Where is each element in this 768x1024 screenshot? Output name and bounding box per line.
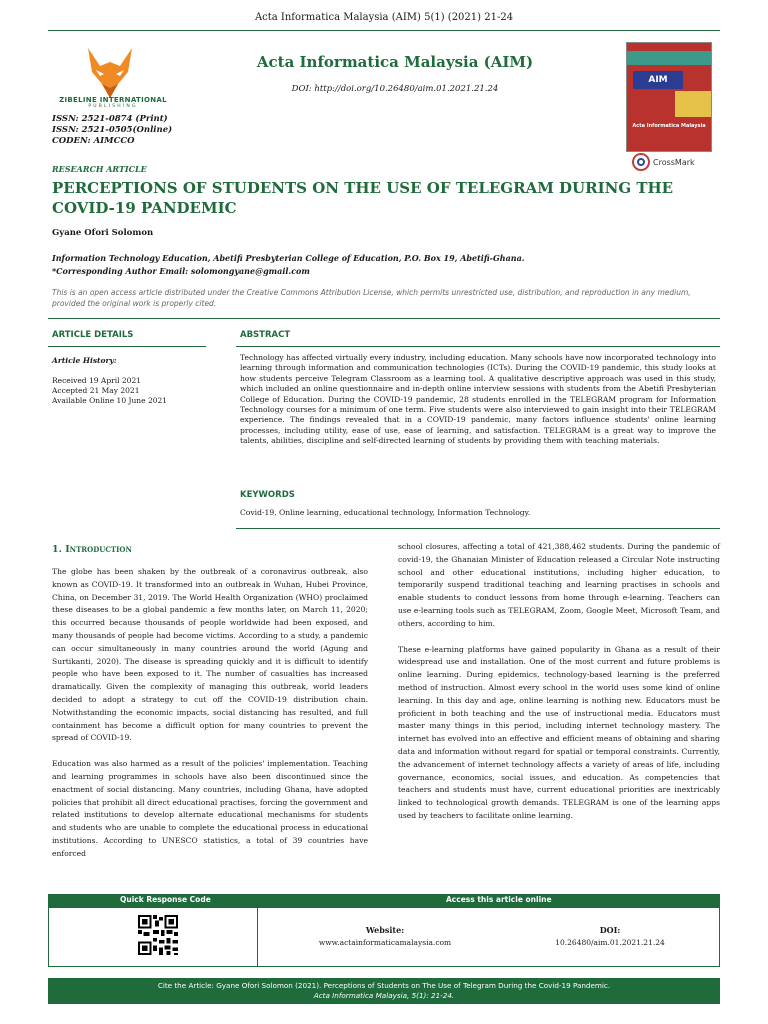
- affiliation-block: [52, 252, 525, 278]
- doi-value[interactable]: 10.26480/aim.01.2021.21.24: [555, 938, 665, 947]
- abstract-heading: ABSTRACT: [240, 330, 291, 340]
- box-divider: [257, 908, 258, 967]
- keywords-heading: KEYWORDS: [240, 490, 295, 500]
- cover-band: [627, 51, 711, 65]
- corresponding-email[interactable]: *Corresponding Author Email: solomongyane@gmail.com: [52, 266, 310, 276]
- online-date: Available Online 10 June 2021: [52, 396, 168, 405]
- body-column-right: [398, 541, 720, 836]
- qr-code-icon[interactable]: [138, 915, 178, 955]
- crossmark-badge[interactable]: [632, 153, 695, 171]
- doi-label: DOI:: [599, 925, 621, 935]
- fox-logo-icon: [78, 44, 142, 102]
- abstract-text: Technology has affected virtually every industry, including education. Many schools have now incorporated technology into learning through information and communication technologies (ICTs). During the COVID-19 pandemic, this study looks at how students perceive Telegram Classroom as a learning tool. A qualitative descriptive approach was used in this study, which included an online questionnaire and in-depth online interview sessions with students from the Abetifi Presbyterian College of Education. During the COVID-19 pandemic, 28 students enrolled in the TELEGRAM program for Information Technology courses for a minimum of one term. Five students were also interviewed to gain insight into their TELEGRAM experience. The findings revealed that in a COVID-19 pandemic, many factors influence students' online learning processes, including utility, ease of use, ease of learning, and satisfaction. TELEGRAM is a great way to improve the talents, abilities, discipline and self-directed learning of students by providing them with teaching materials.: [240, 353, 716, 446]
- author-name: Gyane Ofori Solomon: [52, 228, 154, 238]
- article-details-heading: ARTICLE DETAILS: [52, 330, 134, 340]
- publisher-sub: PUBLISHING: [88, 104, 138, 109]
- affiliation: Information Technology Education, Abetifi Presbyterian College of Education, P.O. Box 19, Abetifi-Ghana.: [52, 253, 525, 263]
- paragraph: The globe has been shaken by the outbreak of a coronavirus outbreak, also known as COVID-19. It transformed into an outbreak in Wuhan, Hubei Province, China, on December 31, 2019. The World Health Organization (WHO) proclaimed these diseases to be a global pandemic a few months later, on March 11, 2020; this occurred because thousands of people worldwide had been exposed, and many thousands of people had become victims. According to a study, a pandemic can occur simultaneously in many countries around the world (Agung and Surtikanti, 2020). The disease is spreading quickly and it is difficult to identify people who have been exposed to it. The number of casualties has increased dramatically. Given the complexity of managing this outbreak, world leaders decided to adopt a strategy to cut off the COVID-19 distribution chain. Notwithstanding the economic impacts, social distancing has resulted, and full containment has become a difficult option for many countries to prevent the spread of COVID-19.: [52, 567, 368, 743]
- cover-graphic: [675, 91, 711, 117]
- license-note: This is an open access article distributed under the Creative Commons Attribution License, which permits unrestricted use, distribution, and reproduction in any medium, provided the original work is properly cited.: [52, 288, 691, 308]
- paper-title: PERCEPTIONS OF STUDENTS ON THE USE OF TELEGRAM DURING THE COVID-19 PANDEMIC: [52, 179, 674, 217]
- crossmark-icon: [632, 153, 650, 171]
- website-label: Website:: [365, 925, 405, 935]
- access-box-header: [48, 894, 720, 908]
- history-label: Article History:: [52, 356, 117, 365]
- accepted-date: Accepted 21 May 2021: [52, 386, 140, 395]
- journal-identifiers: [52, 114, 172, 147]
- introduction-heading: 1. Introduction: [52, 544, 132, 555]
- access-label: Access this article online: [446, 895, 552, 904]
- journal-cover-image: [626, 42, 712, 152]
- section-rule: [48, 318, 720, 319]
- history-dates: [52, 376, 167, 406]
- journal-title: Acta Informatica Malaysia (AIM): [256, 53, 534, 71]
- publisher-name: ZIBELINE INTERNATIONAL: [59, 96, 167, 104]
- details-rule: [48, 346, 206, 347]
- cover-title: Acta Informatica Malaysia: [632, 123, 706, 129]
- received-date: Received 19 April 2021: [52, 376, 141, 385]
- citation-line-2: Acta Informatica Malaysia, 5(1): 21-24.: [313, 991, 455, 1000]
- abstract-rule: [236, 346, 720, 347]
- website-link[interactable]: www.actainformaticamalaysia.com: [318, 938, 452, 947]
- crossmark-label: CrossMark: [653, 157, 695, 167]
- doi-line[interactable]: DOI: http://doi.org/10.26480/aim.01.2021.21.24: [291, 84, 499, 94]
- paragraph: These e-learning platforms have gained popularity in Ghana as a result of their widespread use and installation. One of the most current and future problems is online learning. During epidemics, technology-based learning is the preferred method of instruction. Almost every school in the world uses some kind of online learning. In this day and age, online learning is nothing new. Educators must be proficient in both teaching and the use of instructional media. Educators must master many things in this period, including internet technology mastery. The internet has evolved into an effective and efficient means of obtaining and sharing data and information without regard for spatial or temporal constraints. Currently, the advancement of internet technology affects a variety of areas of life, including governance, economics, social issues, and education. As competencies that teachers and students must have, current educational priorities are inextricably linked to technological growth demands. TELEGRAM is one of the learning apps used by teachers to facilitate online learning.: [398, 644, 720, 820]
- issn-print: ISSN: 2521-0874 (Print): [52, 114, 168, 124]
- body-column-left: [52, 566, 368, 874]
- header-rule: [48, 30, 720, 31]
- citation-bar: [48, 978, 720, 1004]
- article-type: RESEARCH ARTICLE: [52, 164, 147, 174]
- running-head: Acta Informatica Malaysia (AIM) 5(1) (2021) 21-24: [254, 12, 514, 23]
- citation-line-1: Cite the Article: Gyane Ofori Solomon (2021). Perceptions of Students on The Use of Telegram During the Covid-19 Pandemic.: [157, 981, 611, 990]
- cover-badge: AIM: [633, 71, 683, 89]
- paragraph: school closures, affecting a total of 421,388,462 students. During the pandemic of covid-19, the Ghanaian Minister of Education released a Circular Note instructing school and other educational institutions, including higher education, to temporarily suspend traditional teaching and learning practises in schools and enable students to conduct lessons from home through e-learning. Teachers can use e-learning tools such as TELEGRAM, Zoom, Google Meet, Microsoft Team, and others, according to him.: [398, 542, 720, 628]
- issn-online: ISSN: 2521-0505(Online): [52, 125, 173, 135]
- qr-label: Quick Response Code: [120, 895, 211, 904]
- paragraph: Education was also harmed as a result of the policies' implementation. Teaching and learning programmes in schools have also been discontinued since the enactment of social distancing. Many countries, including Ghana, have adopted policies that prohibit all direct educational practises, forcing the government and related institutions to develop alternate educational mechanisms for students and students who are unable to complete the educational process in educational institutions. According to UNESCO statistics, a total of 39 countries have enforced: [52, 759, 368, 858]
- keywords-text: Covid-19, Online learning, educational technology, Information Technology.: [240, 508, 531, 517]
- coden: CODEN: AIMCCO: [52, 136, 135, 146]
- keywords-rule: [236, 528, 720, 529]
